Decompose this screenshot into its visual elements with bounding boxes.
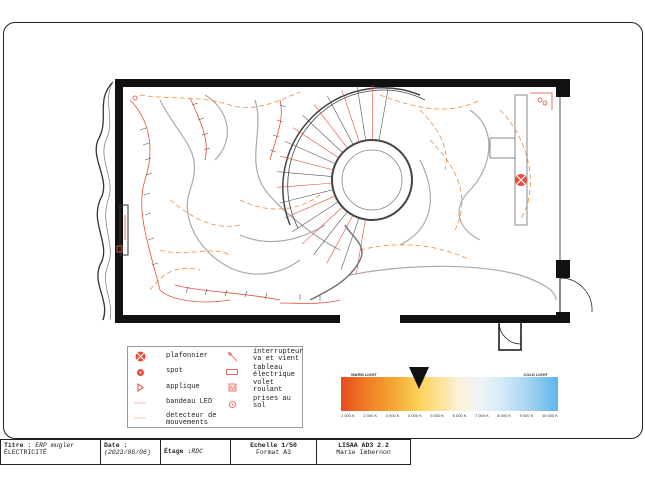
stair-tread xyxy=(280,156,333,170)
temperature-gradient-bar xyxy=(341,377,558,411)
stair-tread xyxy=(379,86,389,140)
tick-label: 7 000 K xyxy=(474,413,489,418)
cold-light-label: COLD LIGHT xyxy=(523,372,548,377)
legend-label-led-strip: bandeau LED xyxy=(166,398,213,406)
floor-label: Étage : xyxy=(164,448,192,455)
legend-label-electrical-panel: tableau électrique xyxy=(253,364,296,379)
stair-tread xyxy=(342,90,359,142)
spiral-staircase xyxy=(283,88,425,228)
stair-tread xyxy=(285,196,335,218)
author-cell xyxy=(316,439,411,465)
legend-label-rolling-shutter: volet roulant xyxy=(253,379,283,394)
curtain xyxy=(96,82,113,320)
ceiling-light-symbol xyxy=(515,174,527,186)
rolling-shutter-icon xyxy=(226,382,238,392)
tick-label: 9 000 K xyxy=(519,413,534,418)
tick-label: 1 000 K xyxy=(341,413,355,418)
legend-label-motion-detector: detecteur de mouvements xyxy=(166,412,217,427)
floor-cell xyxy=(160,439,230,465)
scale-cell xyxy=(230,439,316,465)
stair-tread xyxy=(327,215,353,263)
floor-outlet-icon xyxy=(226,399,238,409)
format-label: Format A3 xyxy=(255,449,292,456)
school-label: LISAA AD3 2.2 xyxy=(338,442,389,449)
tick-label: 6 000 K xyxy=(452,413,467,418)
legend-label-floor-outlet: prises au sol xyxy=(253,395,291,410)
scale-label: Echelle 1/50 xyxy=(250,442,297,449)
electrical-panel-icon xyxy=(226,367,238,377)
legend-label-ceiling-light: plafonnier xyxy=(166,352,209,360)
date-cell xyxy=(100,439,160,465)
ceiling-light-icon xyxy=(134,351,146,361)
title-label: Titre : xyxy=(4,442,32,449)
warm-light-label: WARM LIGHT xyxy=(351,372,377,377)
svg-text:M: M xyxy=(229,385,235,392)
tick-label: 4 000 K xyxy=(407,413,422,418)
tick-label: 10 000 K xyxy=(541,413,558,418)
tick-label: 8 000 K xyxy=(497,413,512,418)
color-temperature-scale xyxy=(341,367,558,421)
title-cell xyxy=(0,439,100,465)
led-ticks xyxy=(140,103,320,301)
legend xyxy=(127,346,303,428)
led-strip-icon xyxy=(134,398,146,408)
subtitle: ÉLECTRICITÉ xyxy=(4,449,47,456)
floor-value: RDC xyxy=(191,448,204,455)
date-label: Date : xyxy=(104,442,128,449)
led-wiring xyxy=(125,93,552,303)
legend-label-two-way-switch: interrupteur va et vient xyxy=(253,348,304,363)
temperature-ticks xyxy=(341,413,558,418)
two-way-switch-icon xyxy=(226,351,238,361)
stair-risers-red xyxy=(277,85,373,274)
wall-light-icon xyxy=(134,382,146,392)
title-block xyxy=(0,439,411,465)
author-name: Marie Imbernon xyxy=(336,449,391,456)
tick-label: 2 000 K xyxy=(363,413,378,418)
walls xyxy=(115,79,570,323)
legend-label-wall-light: applique xyxy=(166,383,200,391)
spot-icon xyxy=(134,367,146,377)
date-value: (2023/06/06) xyxy=(104,449,151,456)
stair-tread xyxy=(277,172,332,177)
counter xyxy=(490,95,527,225)
furniture-dashed xyxy=(140,92,530,290)
stair-tread xyxy=(357,86,366,140)
stair-tread xyxy=(277,183,332,187)
temperature-pointer-icon xyxy=(409,367,429,389)
title-value: ERP mugler xyxy=(35,442,75,449)
tick-label: 5 000 K xyxy=(430,413,445,418)
stair-tread xyxy=(327,96,353,145)
partitions xyxy=(160,95,556,300)
tick-label: 3 000 K xyxy=(385,413,400,418)
stair-tread xyxy=(285,141,335,163)
entry-door xyxy=(499,278,592,350)
motion-detector-icon xyxy=(134,413,146,423)
stair-tread xyxy=(341,218,359,270)
legend-label-spot: spot xyxy=(166,367,183,375)
